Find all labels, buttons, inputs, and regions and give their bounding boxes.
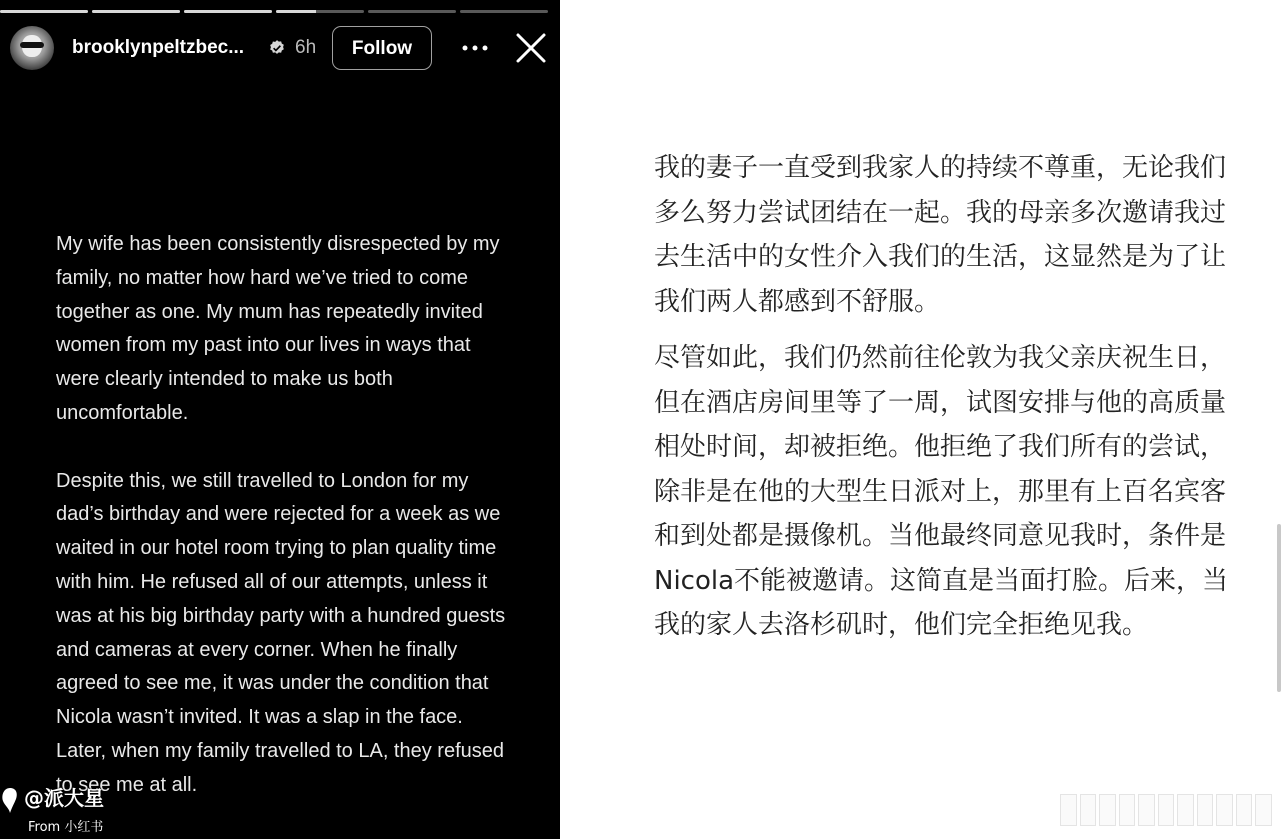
strip-cell [1197, 794, 1214, 826]
scrollbar[interactable] [1277, 524, 1281, 692]
progress-segment [460, 10, 548, 13]
progress-segment [276, 10, 364, 13]
more-options-icon[interactable] [460, 38, 490, 58]
progress-segment [92, 10, 180, 13]
progress-fill [184, 10, 272, 13]
follow-button[interactable]: Follow [332, 26, 432, 70]
watermark-logo-icon [0, 786, 20, 820]
strip-cell [1216, 794, 1233, 826]
story-paragraph: Despite this, we still travelled to London for my dad’s birthday and were rejected for a week as we waited in our hotel room trying to plan quality time with him. He refused all of our attempts, unless it was at his big birthday party with a hundred guests and cameras at every corner. When he finally agreed to see me, it was under the condition that Nicola wasn’t invited. It was a slap in the face. Later, when my family travelled to LA, they refused to see me at all. [56, 469, 506, 796]
watermark-source: From 小红书 [28, 820, 104, 835]
avatar-glasses [20, 42, 44, 48]
strip-cell [1236, 794, 1253, 826]
progress-fill [92, 10, 180, 13]
avatar[interactable] [10, 26, 54, 70]
progress-segment [0, 10, 88, 13]
story-text [56, 228, 516, 836]
progress-fill [276, 10, 316, 13]
verified-badge-icon [268, 39, 286, 57]
story-panel [0, 0, 560, 839]
story-paragraph: My wife has been consistently disrespected by my family, no matter how hard we’ve tried to come together as one. My mum has repeatedly invited women from my past into our lives in ways that were clearly intended to make us both uncomfortable. [56, 233, 500, 424]
image-strip-placeholder [1060, 794, 1272, 826]
translation-paragraph: 尽管如此，我们仍然前往伦敦为我父亲庆祝生日，但在酒店房间里等了一周，试图安排与他的高质量相处时间，却被拒绝。他拒绝了我们所有的尝试，除非是在他的大型生日派对上，那里有上百名宾客和到处都是摄像机。当他最终同意见我时，条件是Nicola不能被邀请。这简直是当面打脸。后来，当我的家人去洛杉矶时，他们完全拒绝见我。 [654, 343, 1229, 640]
post-time: 6h [295, 37, 317, 58]
progress-segment [368, 10, 456, 13]
strip-cell [1255, 794, 1272, 826]
strip-cell [1119, 794, 1136, 826]
strip-cell [1138, 794, 1155, 826]
username[interactable]: brooklynpeltzbec... [72, 37, 245, 58]
strip-cell [1080, 794, 1097, 826]
watermark-name: @派大星 [24, 786, 104, 810]
strip-cell [1099, 794, 1116, 826]
translation-paragraph: 我的妻子一直受到我家人的持续不尊重，无论我们多么努力尝试团结在一起。我的母亲多次邀请我过去生活中的女性介入我们的生活，这显然是为了让我们两人都感到不舒服。 [654, 153, 1227, 317]
close-icon[interactable] [515, 32, 547, 64]
strip-cell [1060, 794, 1077, 826]
progress-fill [0, 10, 88, 13]
progress-segment [184, 10, 272, 13]
story-progress-bar [0, 10, 548, 14]
translation-text [654, 146, 1234, 660]
story-header [10, 26, 555, 72]
strip-cell [1177, 794, 1194, 826]
strip-cell [1158, 794, 1175, 826]
